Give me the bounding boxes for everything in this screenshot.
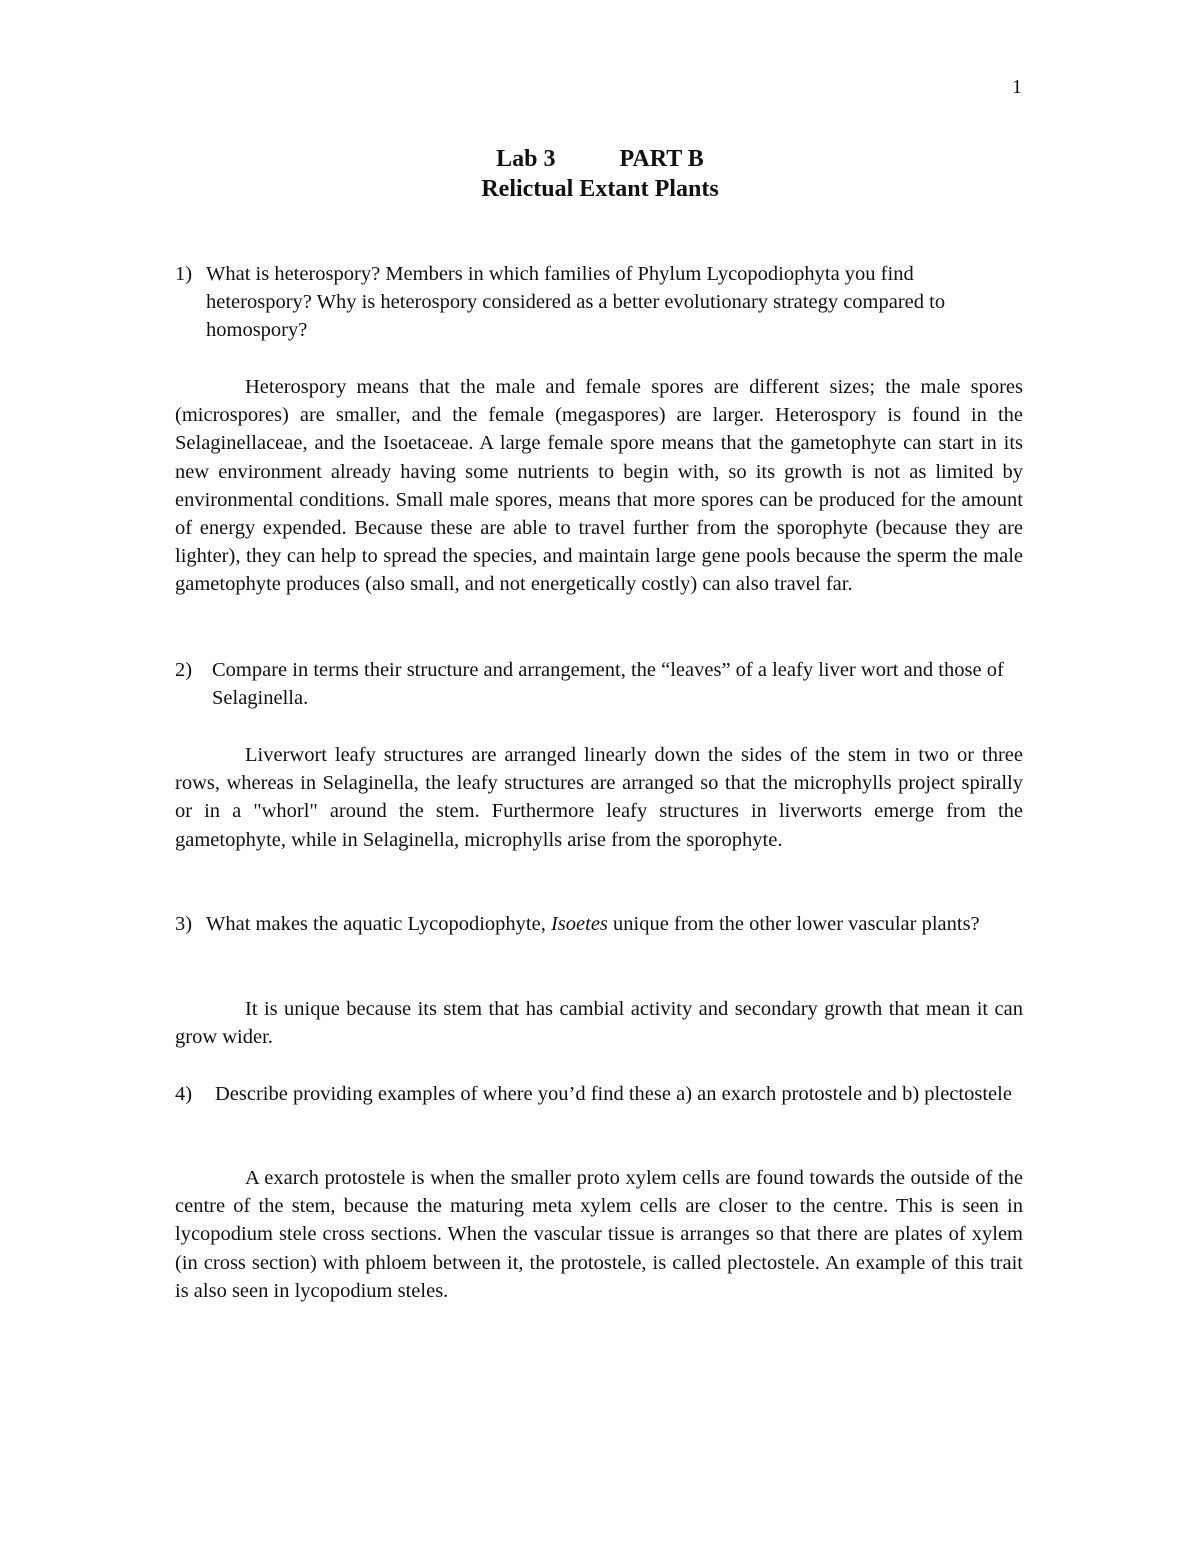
answer-4: A exarch protostele is when the smaller proto xylem cells are found towards the outside of the centre of the stem, because the maturing meta xylem cells are closer to the centre. This is seen in lycopodium stele cross sections. When the vascular tissue is arranges so that there are plates of xylem (in cross section) with phloem between it, the protostele, is called plectostele. An example of this trait is also seen in lycopodium steles. — [175, 1167, 1023, 1302]
question-text-end: unique from the other lower vascular plants? — [613, 913, 980, 935]
question-4 — [175, 1080, 1023, 1108]
question-number: 2) — [175, 659, 193, 681]
question-number: 1) — [175, 263, 193, 285]
genus-name: Isoetes — [550, 913, 608, 935]
question-2 — [175, 656, 1023, 712]
document-subtitle: Relictual Extant Plants — [481, 176, 719, 202]
answer-2: Liverwort leafy structures are arranged linearly down the sides of the stem in two or three rows, whereas in Selaginella, the leafy structures are arranged so that the microphylls project spirally or in a "whorl" around the stem. Furthermore leafy structures in liverworts emerge from the gametophyte, while in Selaginella, microphylls arise from the sporophyte. — [175, 744, 1023, 851]
answer-1: Heterospory means that the male and female spores are different sizes; the male spores (microspores) are smaller, and the female (megaspores) are larger. Heterospory is found in the Selaginellaceae, and the Isoetaceae. A large female spore means that the gametophyte can start in its new environment already having some nutrients to begin with, so its growth is not as limited by environmental conditions. Small male spores, means that more spores can be produced for the amount of energy expended. Because these are able to travel further from the sporophyte (because they are lighter), they can help to spread the species, and maintain large gene pools because the sperm the male gametophyte produces (also small, and not energetically costly) can also travel far. — [175, 376, 1023, 596]
answer-3: It is unique because its stem that has cambial activity and secondary growth that mean it can grow wider. — [175, 998, 1023, 1049]
question-text: Describe providing examples of where you’d find these a) an exarch protostele and b) plectostele — [215, 1083, 1012, 1105]
question-text: Compare in terms their structure and arrangement, the “leaves” of a leafy liver wort and those of Selaginella. — [212, 659, 1004, 710]
question-text: What is heterospory? Members in which families of Phylum Lycopodiophyta you find heterospory? Why is heterospory considered as a better evolutionary strategy compared to homospory? — [206, 263, 946, 342]
part-label: PART B — [619, 146, 704, 172]
question-1 — [175, 260, 1023, 345]
question-number: 4) — [175, 1083, 193, 1105]
lab-label: Lab 3 — [496, 146, 556, 172]
document-title — [0, 144, 1200, 204]
title-line — [0, 144, 1200, 174]
question-text-start: What makes the aquatic Lycopodiophyte, — [206, 913, 546, 935]
page-number: 1 — [1012, 76, 1022, 98]
question-text — [206, 910, 1023, 938]
question-3 — [175, 910, 1023, 938]
question-number: 3) — [175, 913, 193, 935]
